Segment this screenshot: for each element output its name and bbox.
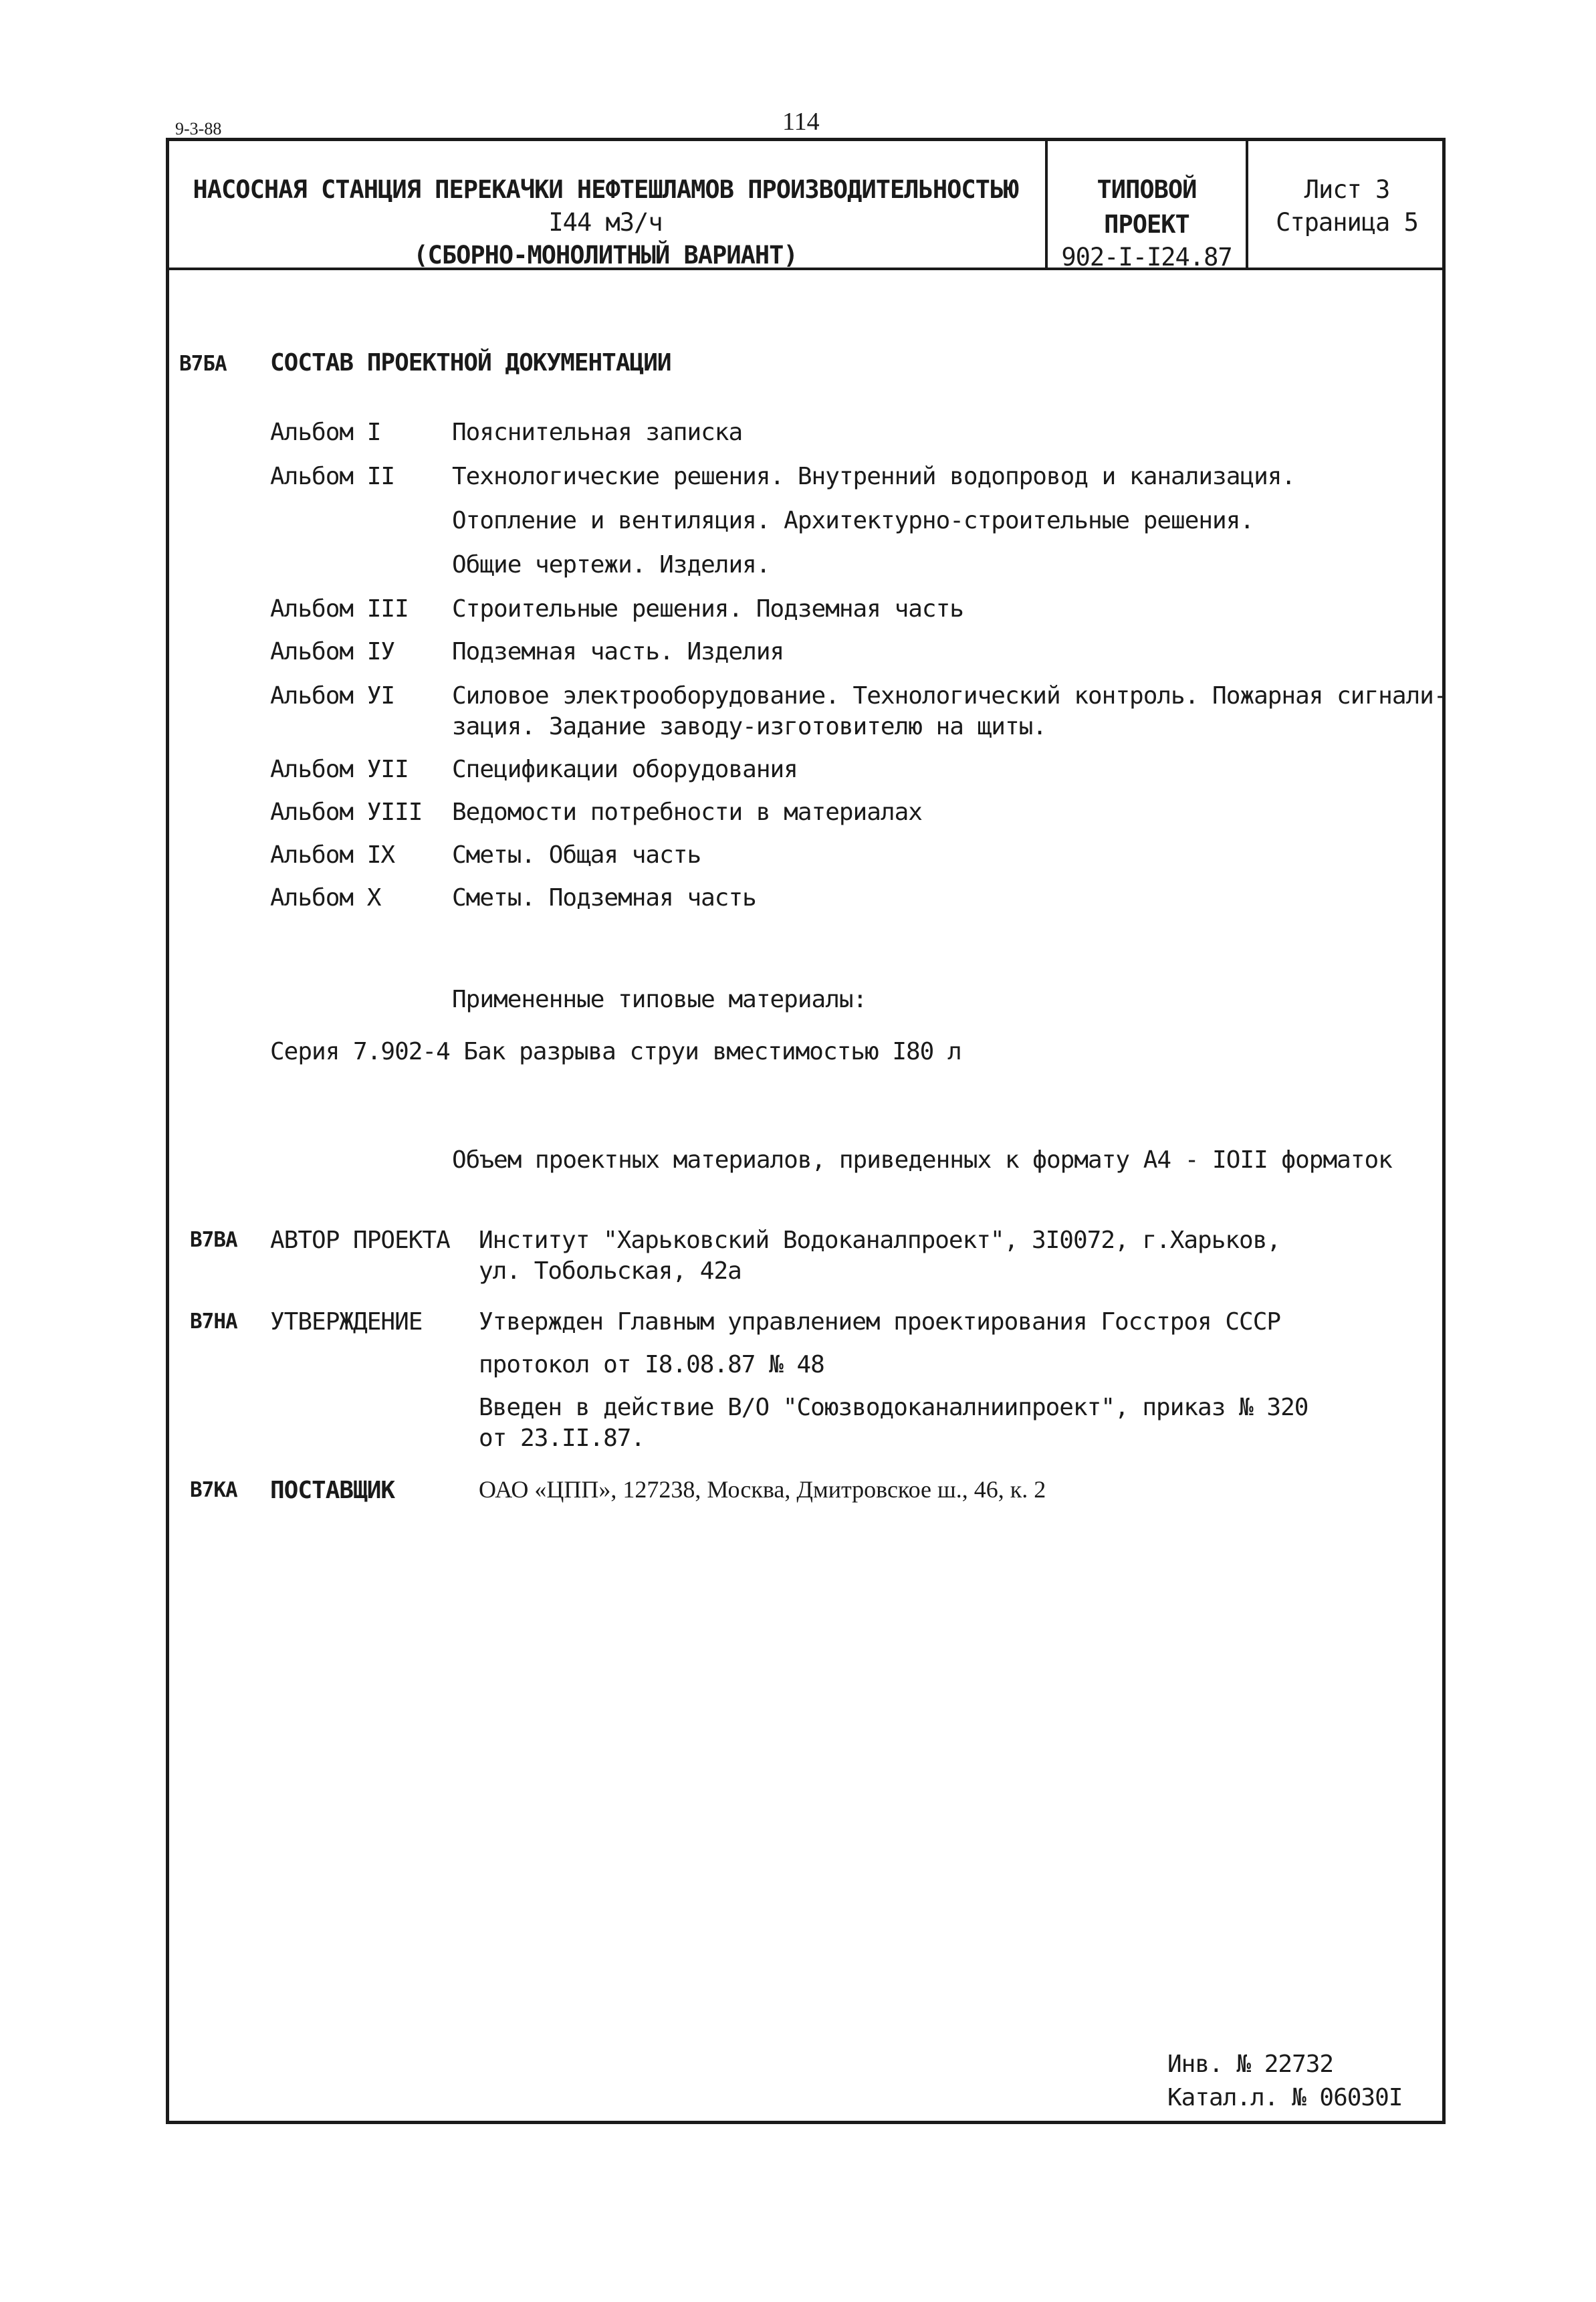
- album-text: Силовое электрооборудование. Технологический контроль. Пожарная сигнали-: [452, 682, 1448, 710]
- album-label: Альбом УIII: [270, 799, 423, 826]
- supplier-code: В7КА: [190, 1478, 237, 1502]
- title-line-3: (СБОРНО-МОНОЛИТНЫЙ ВАРИАНТ): [413, 241, 798, 270]
- project-info: [1048, 173, 1246, 273]
- album-text: Технологические решения. Внутренний водопровод и канализация.: [452, 463, 1296, 490]
- album-text: Ведомости потребности в материалах: [452, 799, 922, 826]
- album-text: Общие чертежи. Изделия.: [452, 551, 770, 579]
- approval-line-4: от 23.II.87.: [479, 1425, 645, 1452]
- album-label: Альбом УII: [270, 756, 409, 783]
- materials-title: Примененные типовые материалы:: [452, 986, 867, 1013]
- composition-code: В7БА: [179, 352, 227, 376]
- album-text: Отопление и вентиляция. Архитектурно-строительные решения.: [452, 507, 1254, 534]
- approval-code: В7НА: [190, 1310, 237, 1334]
- album-label: Альбом I: [270, 419, 381, 446]
- volume-line: Объем проектных материалов, приведенных к формату А4 - IOII форматок: [452, 1146, 1392, 1174]
- album-text: Пояснительная записка: [452, 419, 743, 446]
- album-text: Сметы. Общая часть: [452, 841, 701, 869]
- album-text: Спецификации оборудования: [452, 756, 798, 783]
- page-number: 114: [782, 108, 820, 136]
- inventory-number: Инв. № 22732: [1167, 2051, 1334, 2078]
- album-label: Альбом IУ: [270, 638, 395, 665]
- approval-line-2: протокол от I8.08.87 № 48: [479, 1351, 824, 1378]
- album-text: Подземная часть. Изделия: [452, 638, 784, 665]
- document-code: 9-3-88: [175, 119, 222, 138]
- composition-title: СОСТАВ ПРОЕКТНОЙ ДОКУМЕНТАЦИИ: [270, 349, 671, 377]
- album-text: зация. Задание заводу-изготовителю на щиты.: [452, 713, 1046, 740]
- author-line-1: Институт "Харьковский Водоканалпроект", 3I0072, г.Харьков,: [479, 1227, 1281, 1254]
- title-block-name: [166, 173, 1045, 273]
- sheet-number: Лист 3: [1304, 175, 1390, 204]
- album-label: Альбом УI: [270, 682, 395, 710]
- album-label: Альбом X: [270, 884, 381, 912]
- supplier-text: ОАО «ЦПП», 127238, Москва, Дмитровское ш., 46, к. 2: [479, 1476, 1046, 1503]
- supplier-label: ПОСТАВЩИК: [270, 1477, 395, 1504]
- page-label: Страница 5: [1276, 208, 1418, 237]
- album-label: Альбом IX: [270, 841, 395, 869]
- author-label: АВТОР ПРОЕКТА: [270, 1227, 450, 1254]
- sheet-info: [1248, 173, 1446, 238]
- author-line-2: ул. Тобольская, 42а: [479, 1257, 742, 1285]
- title-line-2: I44 м3/ч: [548, 208, 663, 237]
- approval-line-1: Утвержден Главным управлением проектирования Госстроя СССР: [479, 1308, 1281, 1336]
- album-text: Сметы. Подземная часть: [452, 884, 756, 912]
- album-label: Альбом III: [270, 595, 409, 623]
- series-line: Серия 7.902-4 Бак разрыва струи вместимостью I80 л: [270, 1038, 961, 1065]
- approval-label: УТВЕРЖДЕНИЕ: [270, 1308, 423, 1336]
- title-line-1: НАСОСНАЯ СТАНЦИЯ ПЕРЕКАЧКИ НЕФТЕШЛАМОВ ПРОИЗВОДИТЕЛЬНОСТЬЮ: [193, 175, 1018, 204]
- catalog-number: Катал.л. № 06030I: [1167, 2084, 1403, 2111]
- album-label: Альбом II: [270, 463, 395, 490]
- project-label: ТИПОВОЙ ПРОЕКТ: [1097, 175, 1197, 239]
- album-text: Строительные решения. Подземная часть: [452, 595, 963, 623]
- project-number: 902-I-I24.87: [1061, 243, 1232, 272]
- author-code: В7ВА: [190, 1228, 237, 1252]
- approval-line-3: Введен в действие В/О "Союзводоканалниипроект", приказ № 320: [479, 1394, 1308, 1421]
